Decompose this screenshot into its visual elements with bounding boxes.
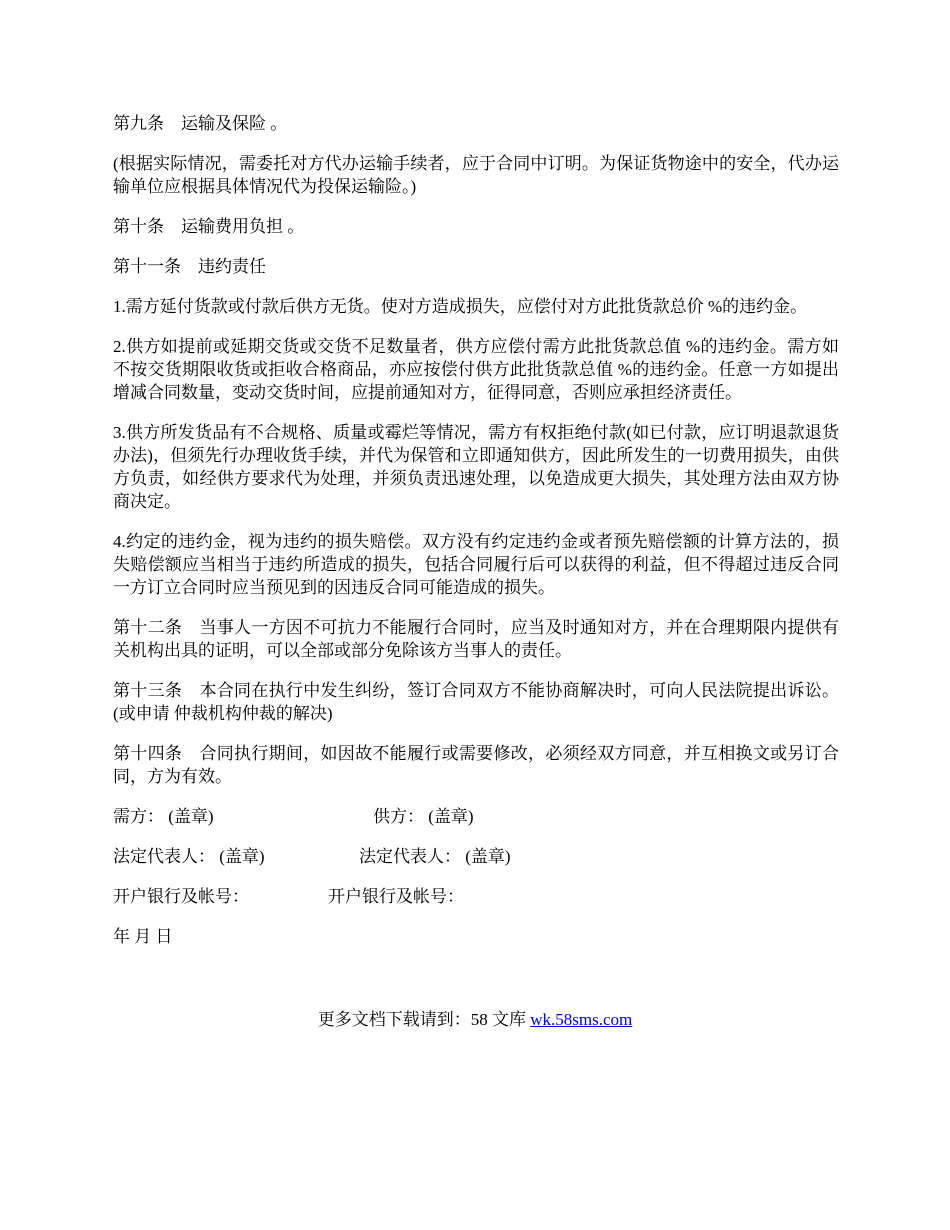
buyer-representative: 法定代表人： (盖章) <box>113 847 265 866</box>
signature-row-parties <box>113 805 839 828</box>
article-11-clause-1: 1.需方延付货款或付款后供方无货。使对方造成损失，应偿付对方此批货款总价 %的违约金。 <box>113 297 808 316</box>
signature-row-date <box>113 925 839 948</box>
article-14: 第十四条 合同执行期间，如因故不能履行或需要修改，必须经双方同意，并互相换文或另订合同，方为有效。 <box>113 744 839 786</box>
article-12: 第十二条 当事人一方因不可抗力不能履行合同时，应当及时通知对方，并在合理期限内提供有关机构出具的证明，可以全部或部分免除该方当事人的责任。 <box>113 618 839 660</box>
article-11-clause-2: 2.供方如提前或延期交货或交货不足数量者，供方应偿付需方此批货款总值 %的违约金。需方如不按交货期限收货或拒收合格商品，亦应按偿付供方此批货款总值 %的违约金。任意一方如提出增减合同数量，变动交货时间，应提前通知对方，征得同意，否则应承担经济责任。 <box>113 337 839 402</box>
seller-representative: 法定代表人： (盖章) <box>359 847 511 866</box>
footer-text: 更多文档下载请到：58 文库 <box>317 1010 531 1029</box>
article-11-clause-4: 4.约定的违约金，视为违约的损失赔偿。双方没有约定违约金或者预先赔偿额的计算方法的，损失赔偿额应当相当于违约所造成的损失，包括合同履行后可以获得的利益，但不得超过违反合同一方订立合同时应当预见到的因违反合同可能造成的损失。 <box>113 532 839 597</box>
buyer-bank-account: 开户银行及帐号： <box>113 887 249 906</box>
article-9-note: (根据实际情况，需委托对方代办运输手续者，应于合同中订明。为保证货物途中的安全，代办运输单位应根据具体情况代为投保运输险。) <box>113 154 839 196</box>
document-body <box>113 112 839 965</box>
article-13: 第十三条 本合同在执行中发生纠纷，签订合同双方不能协商解决时，可向人民法院提出诉讼。(或申请 仲裁机构仲裁的解决) <box>113 681 839 723</box>
article-11-clause-3: 3.供方所发货品有不合规格、质量或霉烂等情况，需方有权拒绝付款(如已付款，应订明退款退货办法)，但须先行办理收货手续，并代为保管和立即通知供方，因此所发生的一切费用损失，由供方负责，如经供方要求代为处理，并须负责迅速处理，以免造成更大损失，其处理方法由双方协商决定。 <box>113 423 839 511</box>
article-9: 第九条 运输及保险 。 <box>113 114 288 133</box>
seller-bank-account: 开户银行及帐号： <box>328 887 464 906</box>
article-11-title: 第十一条 违约责任 <box>113 257 266 276</box>
buyer-seal: 需方： (盖章) <box>113 807 214 826</box>
signature-row-bank <box>113 885 839 908</box>
article-10: 第十条 运输费用负担 。 <box>113 217 305 236</box>
footer-link[interactable]: wk.58sms.com <box>530 1010 633 1029</box>
seller-seal: 供方： (盖章) <box>373 807 474 826</box>
signature-row-representatives <box>113 845 839 868</box>
footer-download-note <box>0 1008 950 1031</box>
date-line: 年 月 日 <box>113 927 173 946</box>
